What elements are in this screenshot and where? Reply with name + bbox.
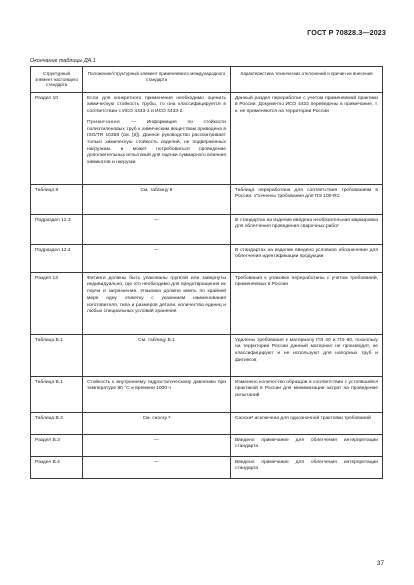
row-element: Раздел В.4: [31, 456, 83, 478]
note-label: Примечание: [87, 119, 121, 125]
row-deviation: Введено примечание для облегчения интерпретации стандарта: [231, 456, 383, 478]
table-row: [31, 272, 383, 334]
row-international: [83, 92, 231, 184]
table-row: [31, 412, 383, 434]
row-deviation: Данный раздел переработан с учетом применяемой практики в России. Документы ИСО 4433 переведены в примечание, т. к. не применяются на территории России: [231, 92, 383, 184]
row-international: —: [83, 434, 231, 456]
table-row: [31, 334, 383, 376]
row-deviation: Требования к упаковке переработаны с учетом требований, применяемых в России: [231, 272, 383, 334]
table-row: [31, 92, 383, 184]
table-row: [31, 456, 383, 478]
row-element: Таблица В.1: [31, 334, 83, 376]
row-deviation: В стандартах на изделие введена необязательная маркировка для облегчения проведения сварочных работ: [231, 214, 383, 244]
row-deviation: Введено примечание для облегчения интерпретации стандарта: [231, 434, 383, 456]
note-text: — Информация по стойкости полиэтиленовых труб к химическим веществам приведена в ISO/TR 10358 (см. [6]). Данное руководство рассматривает только химическую стойкость изделий, не подверженных нагрузкам, и может потребоваться проведение дополнительных испытаний для оценки суммарного влияния химикатов и нагрузки: [87, 119, 226, 166]
table-caption: Окончание таблицы ДА.1: [30, 58, 96, 64]
row-international: —: [83, 244, 231, 272]
row-international: —: [83, 214, 231, 244]
row-deviation: В стандартах на изделие введено условное обозначение для облегчения идентификации продукции: [231, 244, 383, 272]
table-row: [31, 184, 383, 214]
column-header-element: Структурный элемент настоящего стандарта: [31, 67, 83, 93]
column-header-international: Положение/структурный элемент применяемого международного стандарта: [83, 67, 231, 93]
row-international: См. сноску ᵃ: [83, 412, 231, 434]
row-international: Стойкость к внутреннему гидростатическому давлению при температуре 80 °С и времени 1000 ч: [83, 376, 231, 412]
row-element: Таблица 8: [31, 184, 83, 214]
row-deviation: Таблица переработана для соответствия требованиям в России. Уточнены требования для ПЭ 100-RC: [231, 184, 383, 214]
deviations-table: [30, 66, 383, 479]
row-element: Таблица В.1: [31, 376, 83, 412]
table-row: [31, 376, 383, 412]
column-header-deviation: Характеристика технических отклонений и причин их внесения: [231, 67, 383, 93]
row-international: Фитинги должны быть упакованы группой или завернуты индивидуально, где это необходимо для предотвращения их порчи и загрязнения. Упаковка должна иметь по крайней мере одну этикетку с указанием наименования изготовителя, типа и размеров детали, количества единиц и любых специальных условий хранения: [83, 272, 231, 334]
row-international: См. таблицу В.1: [83, 334, 231, 376]
row-element: Таблица В.3: [31, 412, 83, 434]
table-row: [31, 434, 383, 456]
row-international-note: [87, 120, 226, 167]
row-deviation: Изменено количество образцов в соответствии с устоявшейся практикой в России для минимизации затрат на проведение испытаний: [231, 376, 383, 412]
row-element: Раздел В.3: [31, 434, 83, 456]
row-deviation: Сноскаᵃ исключена для однозначной трактовки требований: [231, 412, 383, 434]
table-header-row: [31, 67, 383, 93]
row-element: Подраздел 12.3: [31, 214, 83, 244]
document-code: ГОСТ Р 70828.3—2023: [307, 28, 386, 37]
page-number: 37: [376, 560, 384, 567]
row-element: Подраздел 12.4: [31, 244, 83, 272]
table-row: [31, 214, 383, 244]
row-element: Раздел 10: [31, 92, 83, 184]
row-deviation: Удалены требования к материалу ПЭ 40 и ПЭ 80, поскольку на территории России данный материал не производят, не классифицируют и не используют для напорных труб и фитингов: [231, 334, 383, 376]
row-element: Раздел 13: [31, 272, 83, 334]
table-row: [31, 244, 383, 272]
row-international: —: [83, 456, 231, 478]
row-international-text: Если для конкретного применения необходимо оценить химическую стойкость трубы, то она классифицируется в соответствии с ИСО 4433-1 и ИСО 4433-2.: [87, 95, 226, 115]
row-international: См. таблицу 8: [83, 184, 231, 214]
